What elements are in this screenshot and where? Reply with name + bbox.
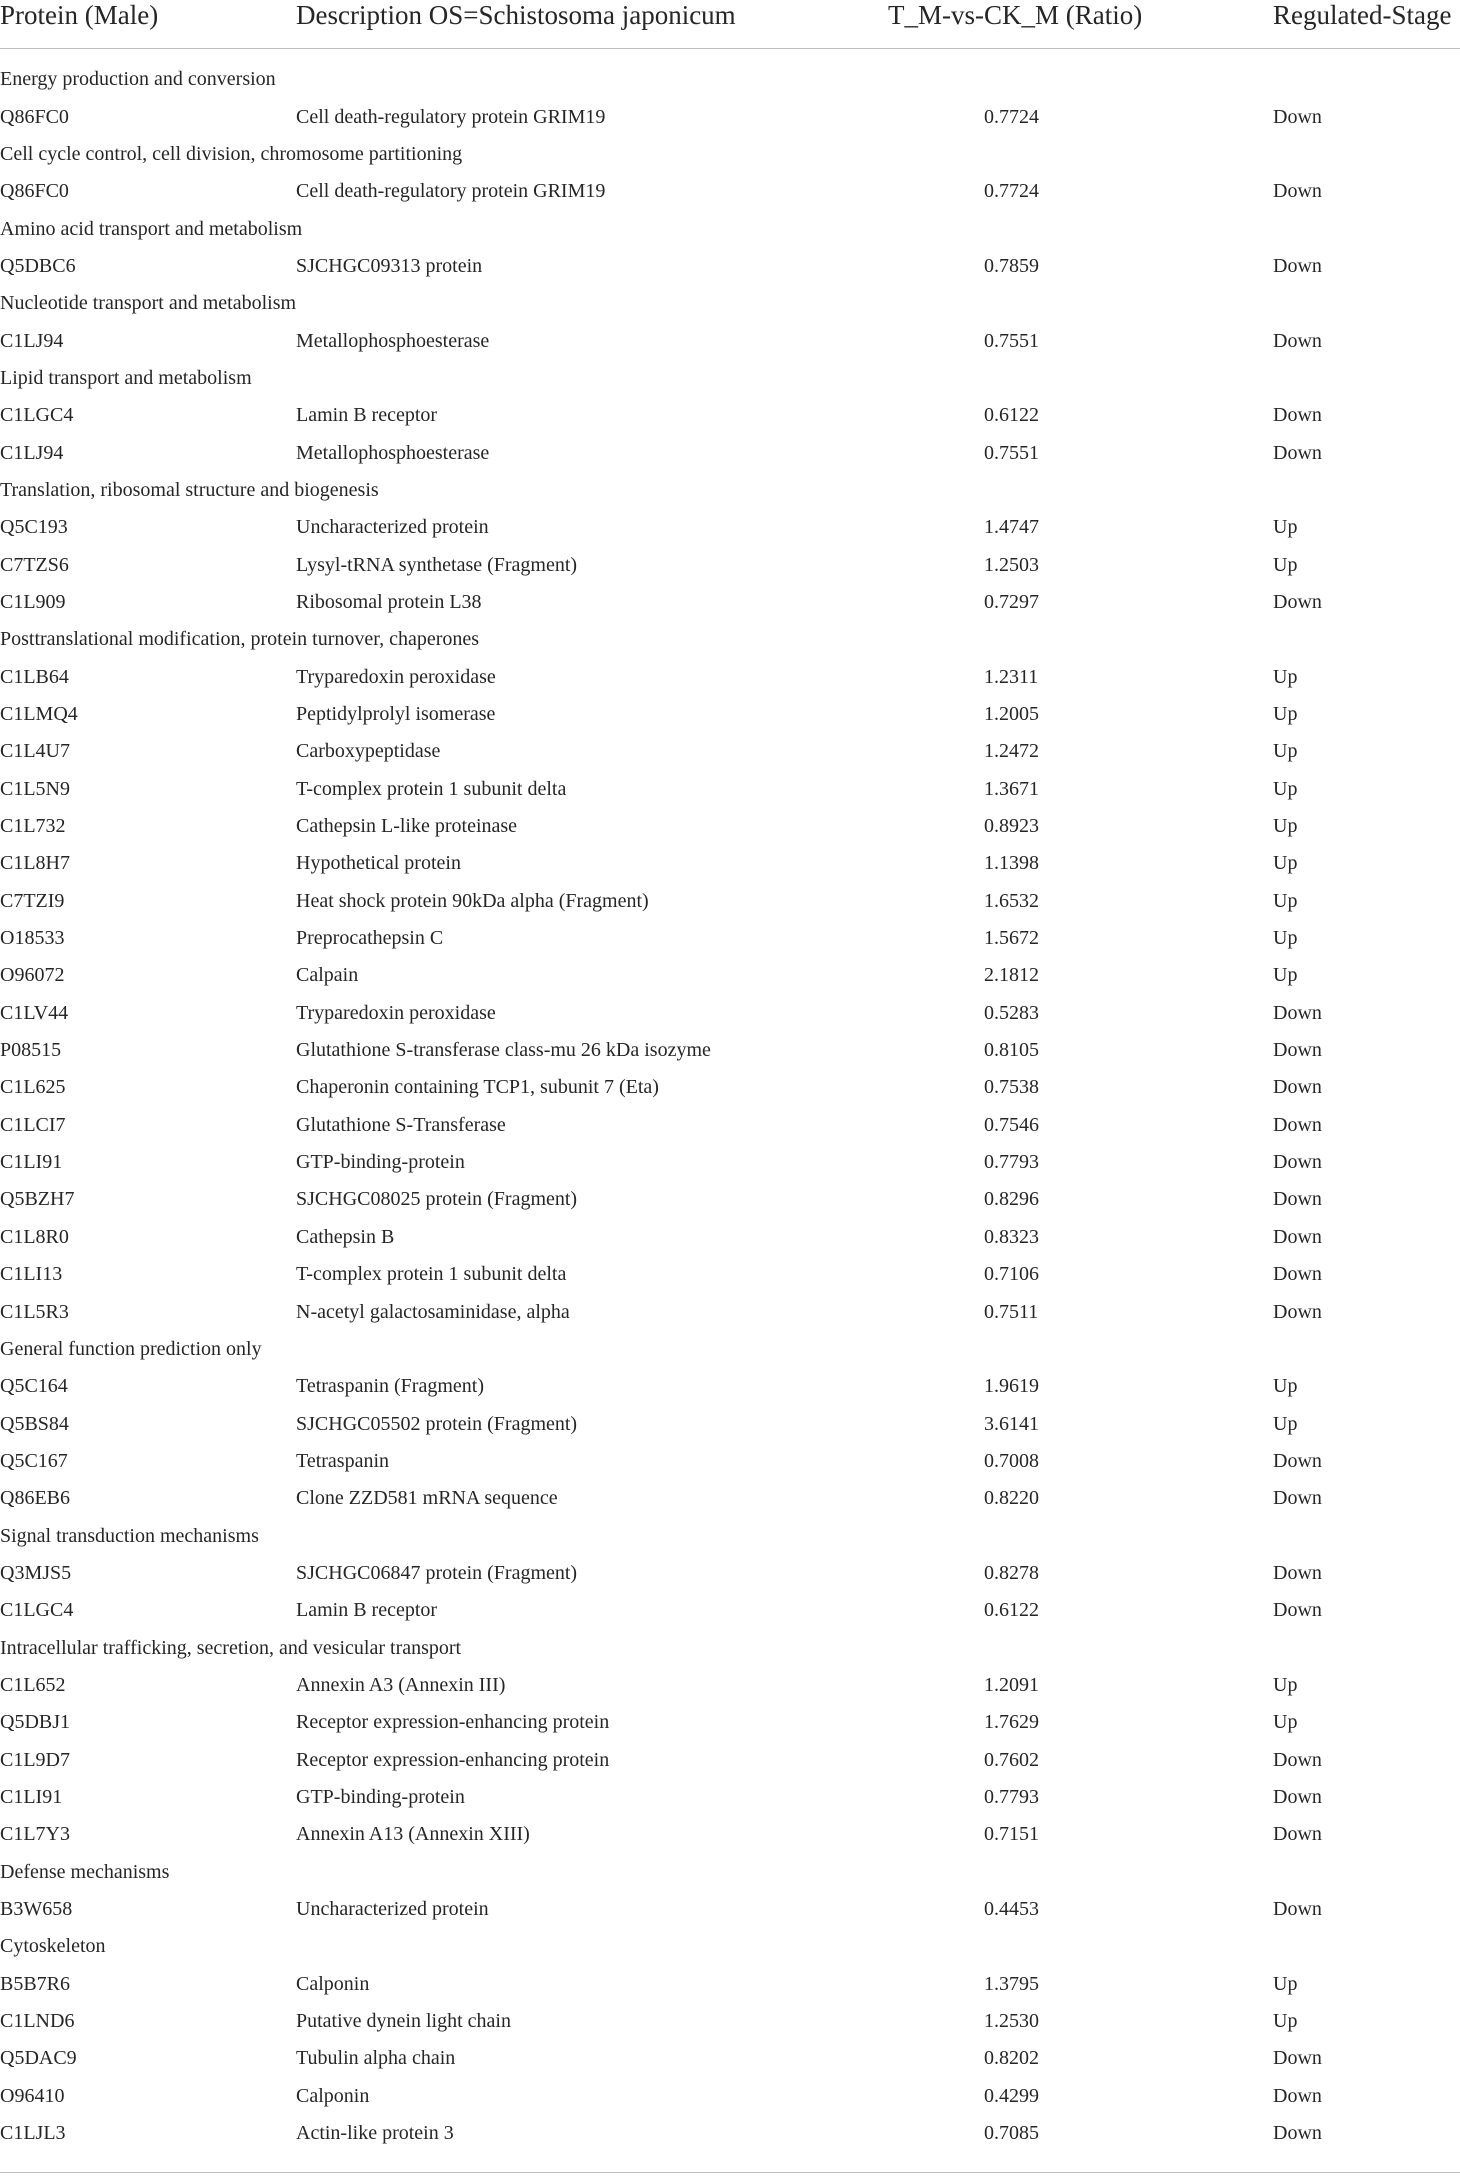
cell-ratio: 0.7793 (984, 1785, 1039, 1808)
table-row (0, 1181, 1460, 1218)
table-row (0, 1891, 1460, 1928)
category-row (0, 1629, 1460, 1666)
cell-description: Chaperonin containing TCP1, subunit 7 (Eta) (296, 1076, 659, 1099)
cell-description: Calpain (296, 964, 359, 987)
cell-protein-id: Q3MJS5 (0, 1561, 72, 1584)
cell-regulated-stage: Down (1273, 1599, 1322, 1622)
cell-protein-id: C1L4U7 (0, 740, 70, 763)
cell-ratio: 1.1398 (984, 852, 1039, 875)
cell-ratio: 0.4453 (984, 1898, 1039, 1921)
cell-regulated-stage: Down (1273, 1449, 1322, 1472)
table-row (0, 1741, 1460, 1778)
cell-ratio: 0.6122 (984, 1599, 1039, 1622)
table-row (0, 1069, 1460, 1106)
cell-description: GTP-binding-protein (296, 1785, 465, 1808)
cell-protein-id: Q5BS84 (0, 1412, 69, 1435)
cell-description: Annexin A3 (Annexin III) (296, 1673, 506, 1696)
cell-ratio: 0.7008 (984, 1449, 1039, 1472)
table-row (0, 584, 1460, 621)
cell-protein-id: Q5DAC9 (0, 2047, 77, 2070)
table-row (0, 1405, 1460, 1442)
cell-regulated-stage: Down (1273, 1001, 1322, 1024)
cell-description: Annexin A13 (Annexin XIII) (296, 1823, 530, 1846)
cell-regulated-stage: Down (1273, 329, 1322, 352)
table-row (0, 1219, 1460, 1256)
cell-regulated-stage: Down (1273, 1225, 1322, 1248)
table-row (0, 1480, 1460, 1517)
cell-ratio: 0.8923 (984, 815, 1039, 838)
cell-regulated-stage: Up (1273, 553, 1298, 576)
cell-ratio: 0.7085 (984, 2122, 1039, 2145)
cell-protein-id: C1LI13 (0, 1263, 63, 1286)
cell-regulated-stage: Up (1273, 852, 1298, 875)
cell-ratio: 0.8278 (984, 1561, 1039, 1584)
table-row (0, 322, 1460, 359)
table-row (0, 1704, 1460, 1741)
category-label: Energy production and conversion (0, 68, 276, 91)
table-row (0, 1032, 1460, 1069)
cell-protein-id: C1LMQ4 (0, 703, 78, 726)
cell-regulated-stage: Up (1273, 1711, 1298, 1734)
cell-ratio: 1.2472 (984, 740, 1039, 763)
cell-protein-id: B3W658 (0, 1898, 73, 1921)
category-label: Cell cycle control, cell division, chromosome partitioning (0, 142, 463, 165)
cell-regulated-stage: Up (1273, 1375, 1298, 1398)
table-row (0, 1555, 1460, 1592)
cell-ratio: 0.7724 (984, 180, 1039, 203)
cell-description: Tubulin alpha chain (296, 2047, 456, 2070)
cell-ratio: 2.1812 (984, 964, 1039, 987)
cell-regulated-stage: Up (1273, 777, 1298, 800)
cell-protein-id: C1L5N9 (0, 777, 70, 800)
table-row (0, 1592, 1460, 1629)
cell-ratio: 0.8323 (984, 1225, 1039, 1248)
cell-protein-id: P08515 (0, 1039, 62, 1062)
category-label: Cytoskeleton (0, 1935, 106, 1958)
cell-ratio: 0.7859 (984, 254, 1039, 277)
cell-ratio: 0.7106 (984, 1263, 1039, 1286)
cell-ratio: 0.7546 (984, 1113, 1039, 1136)
cell-ratio: 0.7551 (984, 329, 1039, 352)
cell-protein-id: C1L909 (0, 590, 66, 613)
cell-protein-id: Q86FC0 (0, 105, 69, 128)
cell-description: Calponin (296, 1972, 370, 1995)
cell-protein-id: C7TZS6 (0, 553, 69, 576)
cell-description: Lysyl-tRNA synthetase (Fragment) (296, 553, 578, 576)
cell-description: Glutathione S-transferase class-mu 26 kDa isozyme (296, 1039, 711, 1062)
cell-description: N-acetyl galactosaminidase, alpha (296, 1300, 570, 1323)
cell-ratio: 0.8202 (984, 2047, 1039, 2070)
table-row (0, 2115, 1460, 2152)
cell-protein-id: O96410 (0, 2084, 65, 2107)
cell-description: Carboxypeptidase (296, 740, 441, 763)
cell-description: Ribosomal protein L38 (296, 590, 482, 613)
cell-description: Actin-like protein 3 (296, 2122, 454, 2145)
cell-regulated-stage: Up (1273, 703, 1298, 726)
table-header (0, 0, 1460, 49)
cell-protein-id: Q5BZH7 (0, 1188, 75, 1211)
cell-ratio: 1.9619 (984, 1375, 1039, 1398)
cell-regulated-stage: Down (1273, 180, 1322, 203)
header-description-text: Description OS=Schistosoma japonicum (296, 0, 736, 30)
cell-description: Lamin B receptor (296, 1599, 438, 1622)
cell-protein-id: C1LCI7 (0, 1113, 66, 1136)
table-row (0, 397, 1460, 434)
cell-description: Cell death-regulatory protein GRIM19 (296, 105, 606, 128)
table-row (0, 1144, 1460, 1181)
table-row (0, 1107, 1460, 1144)
cell-description: Heat shock protein 90kDa alpha (Fragment) (296, 889, 649, 912)
cell-protein-id: C1LJ94 (0, 441, 64, 464)
cell-regulated-stage: Down (1273, 1748, 1322, 1771)
cell-ratio: 1.7629 (984, 1711, 1039, 1734)
table-row (0, 509, 1460, 546)
category-label: Translation, ribosomal structure and biogenesis (0, 478, 379, 501)
table-row (0, 845, 1460, 882)
cell-regulated-stage: Up (1273, 516, 1298, 539)
cell-regulated-stage: Down (1273, 1188, 1322, 1211)
header-protein: Protein (Male) (0, 0, 296, 49)
cell-description: Receptor expression-enhancing protein (296, 1711, 610, 1734)
cell-protein-id: Q5C167 (0, 1449, 68, 1472)
cell-protein-id: C1LGC4 (0, 404, 74, 427)
table-body (0, 49, 1460, 2153)
cell-regulated-stage: Down (1273, 2084, 1322, 2107)
category-row (0, 285, 1460, 322)
cell-protein-id: C1LJL3 (0, 2122, 66, 2145)
table-row (0, 2078, 1460, 2115)
table-row (0, 1443, 1460, 1480)
cell-protein-id: Q5DBJ1 (0, 1711, 71, 1734)
cell-regulated-stage: Down (1273, 1263, 1322, 1286)
cell-ratio: 0.7602 (984, 1748, 1039, 1771)
cell-protein-id: C1LI91 (0, 1785, 63, 1808)
cell-ratio: 0.7538 (984, 1076, 1039, 1099)
cell-protein-id: C1LI91 (0, 1151, 63, 1174)
cell-regulated-stage: Up (1273, 1412, 1298, 1435)
table-row (0, 808, 1460, 845)
table-row (0, 173, 1460, 210)
cell-ratio: 1.2311 (984, 665, 1039, 688)
table-row (0, 98, 1460, 135)
cell-ratio: 3.6141 (984, 1412, 1039, 1435)
cell-description: T-complex protein 1 subunit delta (296, 1263, 567, 1286)
cell-ratio: 0.8105 (984, 1039, 1039, 1062)
cell-protein-id: C1L8H7 (0, 852, 70, 875)
cell-regulated-stage: Down (1273, 254, 1322, 277)
cell-ratio: 1.4747 (984, 516, 1039, 539)
category-row (0, 472, 1460, 509)
cell-description: SJCHGC05502 protein (Fragment) (296, 1412, 578, 1435)
cell-ratio: 0.7724 (984, 105, 1039, 128)
cell-ratio: 0.5283 (984, 1001, 1039, 1024)
table-row (0, 696, 1460, 733)
cell-protein-id: B5B7R6 (0, 1972, 71, 1995)
cell-description: Putative dynein light chain (296, 2010, 511, 2033)
cell-protein-id: O96072 (0, 964, 65, 987)
table-row (0, 920, 1460, 957)
table-row (0, 1816, 1460, 1853)
cell-ratio: 1.3671 (984, 777, 1039, 800)
table-row (0, 995, 1460, 1032)
header-regulated-stage: Regulated-Stage (1273, 0, 1460, 49)
cell-description: Cell death-regulatory protein GRIM19 (296, 180, 606, 203)
cell-protein-id: Q5C193 (0, 516, 68, 539)
table-row (0, 1368, 1460, 1405)
category-label: Lipid transport and metabolism (0, 366, 252, 389)
cell-regulated-stage: Down (1273, 1487, 1322, 1510)
category-row (0, 360, 1460, 397)
category-label: Nucleotide transport and metabolism (0, 292, 297, 315)
table-row (0, 1256, 1460, 1293)
cell-regulated-stage: Down (1273, 1561, 1322, 1584)
cell-protein-id: O18533 (0, 927, 65, 950)
cell-protein-id: C1LGC4 (0, 1599, 74, 1622)
cell-ratio: 0.8220 (984, 1487, 1039, 1510)
cell-regulated-stage: Down (1273, 105, 1322, 128)
cell-protein-id: C1L732 (0, 815, 66, 838)
cell-regulated-stage: Up (1273, 1673, 1298, 1696)
cell-description: SJCHGC08025 protein (Fragment) (296, 1188, 578, 1211)
cell-ratio: 0.7297 (984, 590, 1039, 613)
category-label: Defense mechanisms (0, 1860, 170, 1883)
cell-ratio: 1.2091 (984, 1673, 1039, 1696)
cell-ratio: 0.6122 (984, 404, 1039, 427)
category-row (0, 136, 1460, 173)
cell-ratio: 1.2005 (984, 703, 1039, 726)
category-row (0, 1854, 1460, 1891)
cell-description: Tryparedoxin peroxidase (296, 665, 496, 688)
cell-regulated-stage: Down (1273, 1076, 1322, 1099)
cell-ratio: 0.7551 (984, 441, 1039, 464)
cell-regulated-stage: Down (1273, 2047, 1322, 2070)
cell-regulated-stage: Down (1273, 441, 1322, 464)
cell-protein-id: C7TZI9 (0, 889, 65, 912)
cell-regulated-stage: Up (1273, 665, 1298, 688)
cell-protein-id: Q5C164 (0, 1375, 68, 1398)
cell-regulated-stage: Down (1273, 1898, 1322, 1921)
table-row (0, 1779, 1460, 1816)
table-row (0, 546, 1460, 583)
cell-description: T-complex protein 1 subunit delta (296, 777, 567, 800)
header-row (0, 0, 1460, 49)
cell-description: Clone ZZD581 mRNA sequence (296, 1487, 558, 1510)
cell-protein-id: Q5DBC6 (0, 254, 76, 277)
cell-protein-id: C1LJ94 (0, 329, 64, 352)
cell-regulated-stage: Down (1273, 404, 1322, 427)
cell-description: Peptidylprolyl isomerase (296, 703, 496, 726)
cell-regulated-stage: Down (1273, 1151, 1322, 1174)
table-row (0, 2003, 1460, 2040)
header-description (296, 0, 888, 49)
cell-protein-id: C1LND6 (0, 2010, 75, 2033)
cell-regulated-stage: Up (1273, 964, 1298, 987)
cell-ratio: 1.6532 (984, 889, 1039, 912)
cell-protein-id: C1LV44 (0, 1001, 69, 1024)
cell-description: Cathepsin B (296, 1225, 395, 1248)
cell-description: Lamin B receptor (296, 404, 438, 427)
cell-regulated-stage: Up (1273, 1972, 1298, 1995)
category-label: General function prediction only (0, 1337, 262, 1360)
category-row (0, 1331, 1460, 1368)
table-row (0, 434, 1460, 471)
cell-description: Metallophosphoesterase (296, 441, 490, 464)
cell-regulated-stage: Down (1273, 2122, 1322, 2145)
table-row (0, 659, 1460, 696)
category-label: Posttranslational modification, protein turnover, chaperones (0, 628, 480, 651)
header-spacer (0, 49, 1460, 62)
cell-regulated-stage: Down (1273, 1785, 1322, 1808)
cell-description: Hypothetical protein (296, 852, 461, 875)
cell-ratio: 0.7793 (984, 1151, 1039, 1174)
category-row (0, 1928, 1460, 1965)
table-row (0, 2040, 1460, 2077)
cell-regulated-stage: Up (1273, 889, 1298, 912)
cell-protein-id: Q86FC0 (0, 180, 69, 203)
table-row (0, 957, 1460, 994)
cell-regulated-stage: Down (1273, 1113, 1322, 1136)
cell-description: Calponin (296, 2084, 370, 2107)
cell-description: Receptor expression-enhancing protein (296, 1748, 610, 1771)
cell-protein-id: C1L5R3 (0, 1300, 69, 1323)
cell-protein-id: Q86EB6 (0, 1487, 70, 1510)
table-row (0, 771, 1460, 808)
cell-description: Uncharacterized protein (296, 1898, 489, 1921)
table-row (0, 883, 1460, 920)
cell-description: SJCHGC06847 protein (Fragment) (296, 1561, 578, 1584)
cell-ratio: 0.8296 (984, 1188, 1039, 1211)
category-label: Signal transduction mechanisms (0, 1524, 259, 1547)
category-label: Amino acid transport and metabolism (0, 217, 303, 240)
cell-description: Preprocathepsin C (296, 927, 444, 950)
cell-ratio: 1.2530 (984, 2010, 1039, 2033)
table-row (0, 1667, 1460, 1704)
cell-protein-id: C1L8R0 (0, 1225, 69, 1248)
cell-ratio: 1.3795 (984, 1972, 1039, 1995)
table-row (0, 248, 1460, 285)
cell-description: Cathepsin L-like proteinase (296, 815, 518, 838)
cell-description: GTP-binding-protein (296, 1151, 465, 1174)
category-label: Intracellular trafficking, secretion, and vesicular transport (0, 1636, 462, 1659)
cell-ratio: 0.7511 (984, 1300, 1039, 1323)
table-row (0, 1293, 1460, 1330)
cell-description: SJCHGC09313 protein (296, 254, 483, 277)
cell-regulated-stage: Up (1273, 927, 1298, 950)
table-row (0, 733, 1460, 770)
cell-description: Uncharacterized protein (296, 516, 489, 539)
cell-description: Tetraspanin (Fragment) (296, 1375, 484, 1398)
cell-description: Metallophosphoesterase (296, 329, 490, 352)
cell-ratio: 1.5672 (984, 927, 1039, 950)
cell-regulated-stage: Up (1273, 740, 1298, 763)
header-ratio: T_M-vs-CK_M (Ratio) (888, 0, 1273, 49)
table-row (0, 1966, 1460, 2003)
cell-description: Glutathione S-Transferase (296, 1113, 506, 1136)
category-row (0, 210, 1460, 247)
cell-ratio: 0.4299 (984, 2084, 1039, 2107)
cell-protein-id: C1L625 (0, 1076, 66, 1099)
cell-regulated-stage: Down (1273, 1039, 1322, 1062)
cell-description: Tryparedoxin peroxidase (296, 1001, 496, 1024)
cell-protein-id: C1L9D7 (0, 1748, 70, 1771)
cell-regulated-stage: Down (1273, 1300, 1322, 1323)
cell-protein-id: C1L7Y3 (0, 1823, 70, 1846)
bottom-rule (0, 2172, 1460, 2173)
cell-description: Tetraspanin (296, 1449, 390, 1472)
cell-regulated-stage: Up (1273, 815, 1298, 838)
cell-protein-id: C1L652 (0, 1673, 66, 1696)
category-row (0, 621, 1460, 658)
cell-regulated-stage: Up (1273, 2010, 1298, 2033)
cell-regulated-stage: Down (1273, 1823, 1322, 1846)
category-row (0, 61, 1460, 98)
cell-ratio: 1.2503 (984, 553, 1039, 576)
cell-regulated-stage: Down (1273, 590, 1322, 613)
cell-ratio: 0.7151 (984, 1823, 1039, 1846)
cell-protein-id: C1LB64 (0, 665, 69, 688)
category-row (0, 1517, 1460, 1554)
